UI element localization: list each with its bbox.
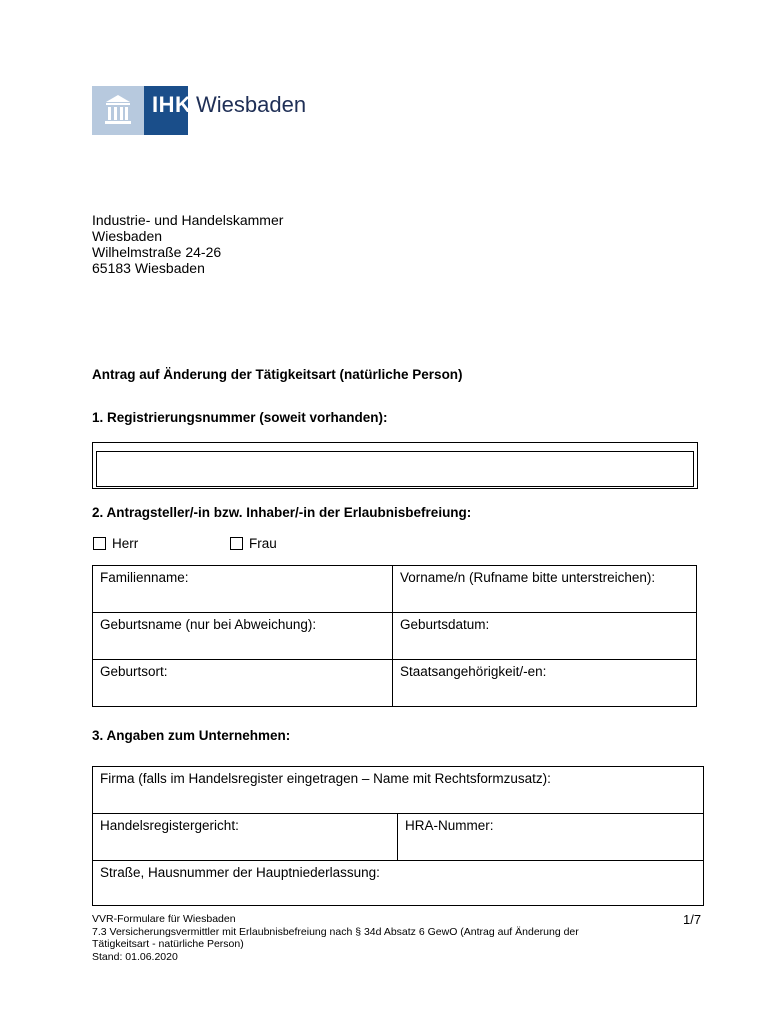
familienname-field[interactable] [92,565,393,613]
staatsangehoerigkeit-field[interactable] [392,659,697,707]
geburtsname-label: Geburtsname (nur bei Abweichung): [100,617,317,632]
herr-label: Herr [112,536,139,551]
hra-nummer-field[interactable] [397,813,704,861]
firma-label: Firma (falls im Handelsregister eingetragen – Name mit Rechtsformzusatz): [100,771,551,786]
address-line: Wilhelmstraße 24-26 [92,244,222,260]
frau-label: Frau [249,536,277,551]
geburtsdatum-field[interactable] [392,612,697,660]
recipient-address [92,212,283,276]
vorname-field[interactable] [392,565,697,613]
geburtsdatum-label: Geburtsdatum: [400,617,490,632]
hra-nummer-label: HRA-Nummer: [405,818,494,833]
registration-number-field[interactable] [96,451,694,487]
familienname-label: Familienname: [100,570,189,585]
section1-heading: 1. Registrierungsnummer (soweit vorhanden): [92,410,388,425]
form-title: Antrag auf Änderung der Tätigkeitsart (natürliche Person) [92,367,463,382]
staatsangehoerigkeit-label: Staatsangehörigkeit/-en: [400,664,547,679]
address-line: 65183 Wiesbaden [92,260,205,276]
registration-number-frame [92,442,698,489]
handelsregistergericht-field[interactable] [92,813,398,861]
geburtsort-label: Geburtsort: [100,664,168,679]
ihk-logo [92,86,307,135]
building-icon [92,86,144,135]
footer-line: Tätigkeitsart - natürliche Person) [92,938,244,950]
page-number: 1/7 [683,912,702,927]
footer-line: VVR-Formulare für Wiesbaden [92,913,236,925]
footer-line: Stand: 01.06.2020 [92,950,178,963]
address-line: Industrie- und Handelskammer [92,212,284,228]
firma-field[interactable] [92,766,704,814]
geburtsort-field[interactable] [92,659,393,707]
logo-city-text: Wiesbaden [196,92,307,117]
vorname-label: Vorname/n (Rufname bitte unterstreichen): [400,570,656,585]
strasse-field[interactable] [92,860,704,906]
address-line: Wiesbaden [92,228,163,244]
page-footer [92,913,652,963]
section3-heading: 3. Angaben zum Unternehmen: [92,728,291,743]
geburtsname-field[interactable] [92,612,393,660]
handelsregistergericht-label: Handelsregistergericht: [100,818,239,833]
frau-checkbox[interactable] [230,537,243,550]
footer-line: 7.3 Versicherungsvermittler mit Erlaubnisbefreiung nach § 34d Absatz 6 GewO (Antrag auf Änderung der [92,925,579,938]
herr-checkbox[interactable] [93,537,106,550]
section2-heading: 2. Antragsteller/-in bzw. Inhaber/-in der Erlaubnisbefreiung: [92,505,472,520]
strasse-label: Straße, Hausnummer der Hauptniederlassung: [100,865,380,880]
logo-ihk-text: IHK [152,92,192,117]
